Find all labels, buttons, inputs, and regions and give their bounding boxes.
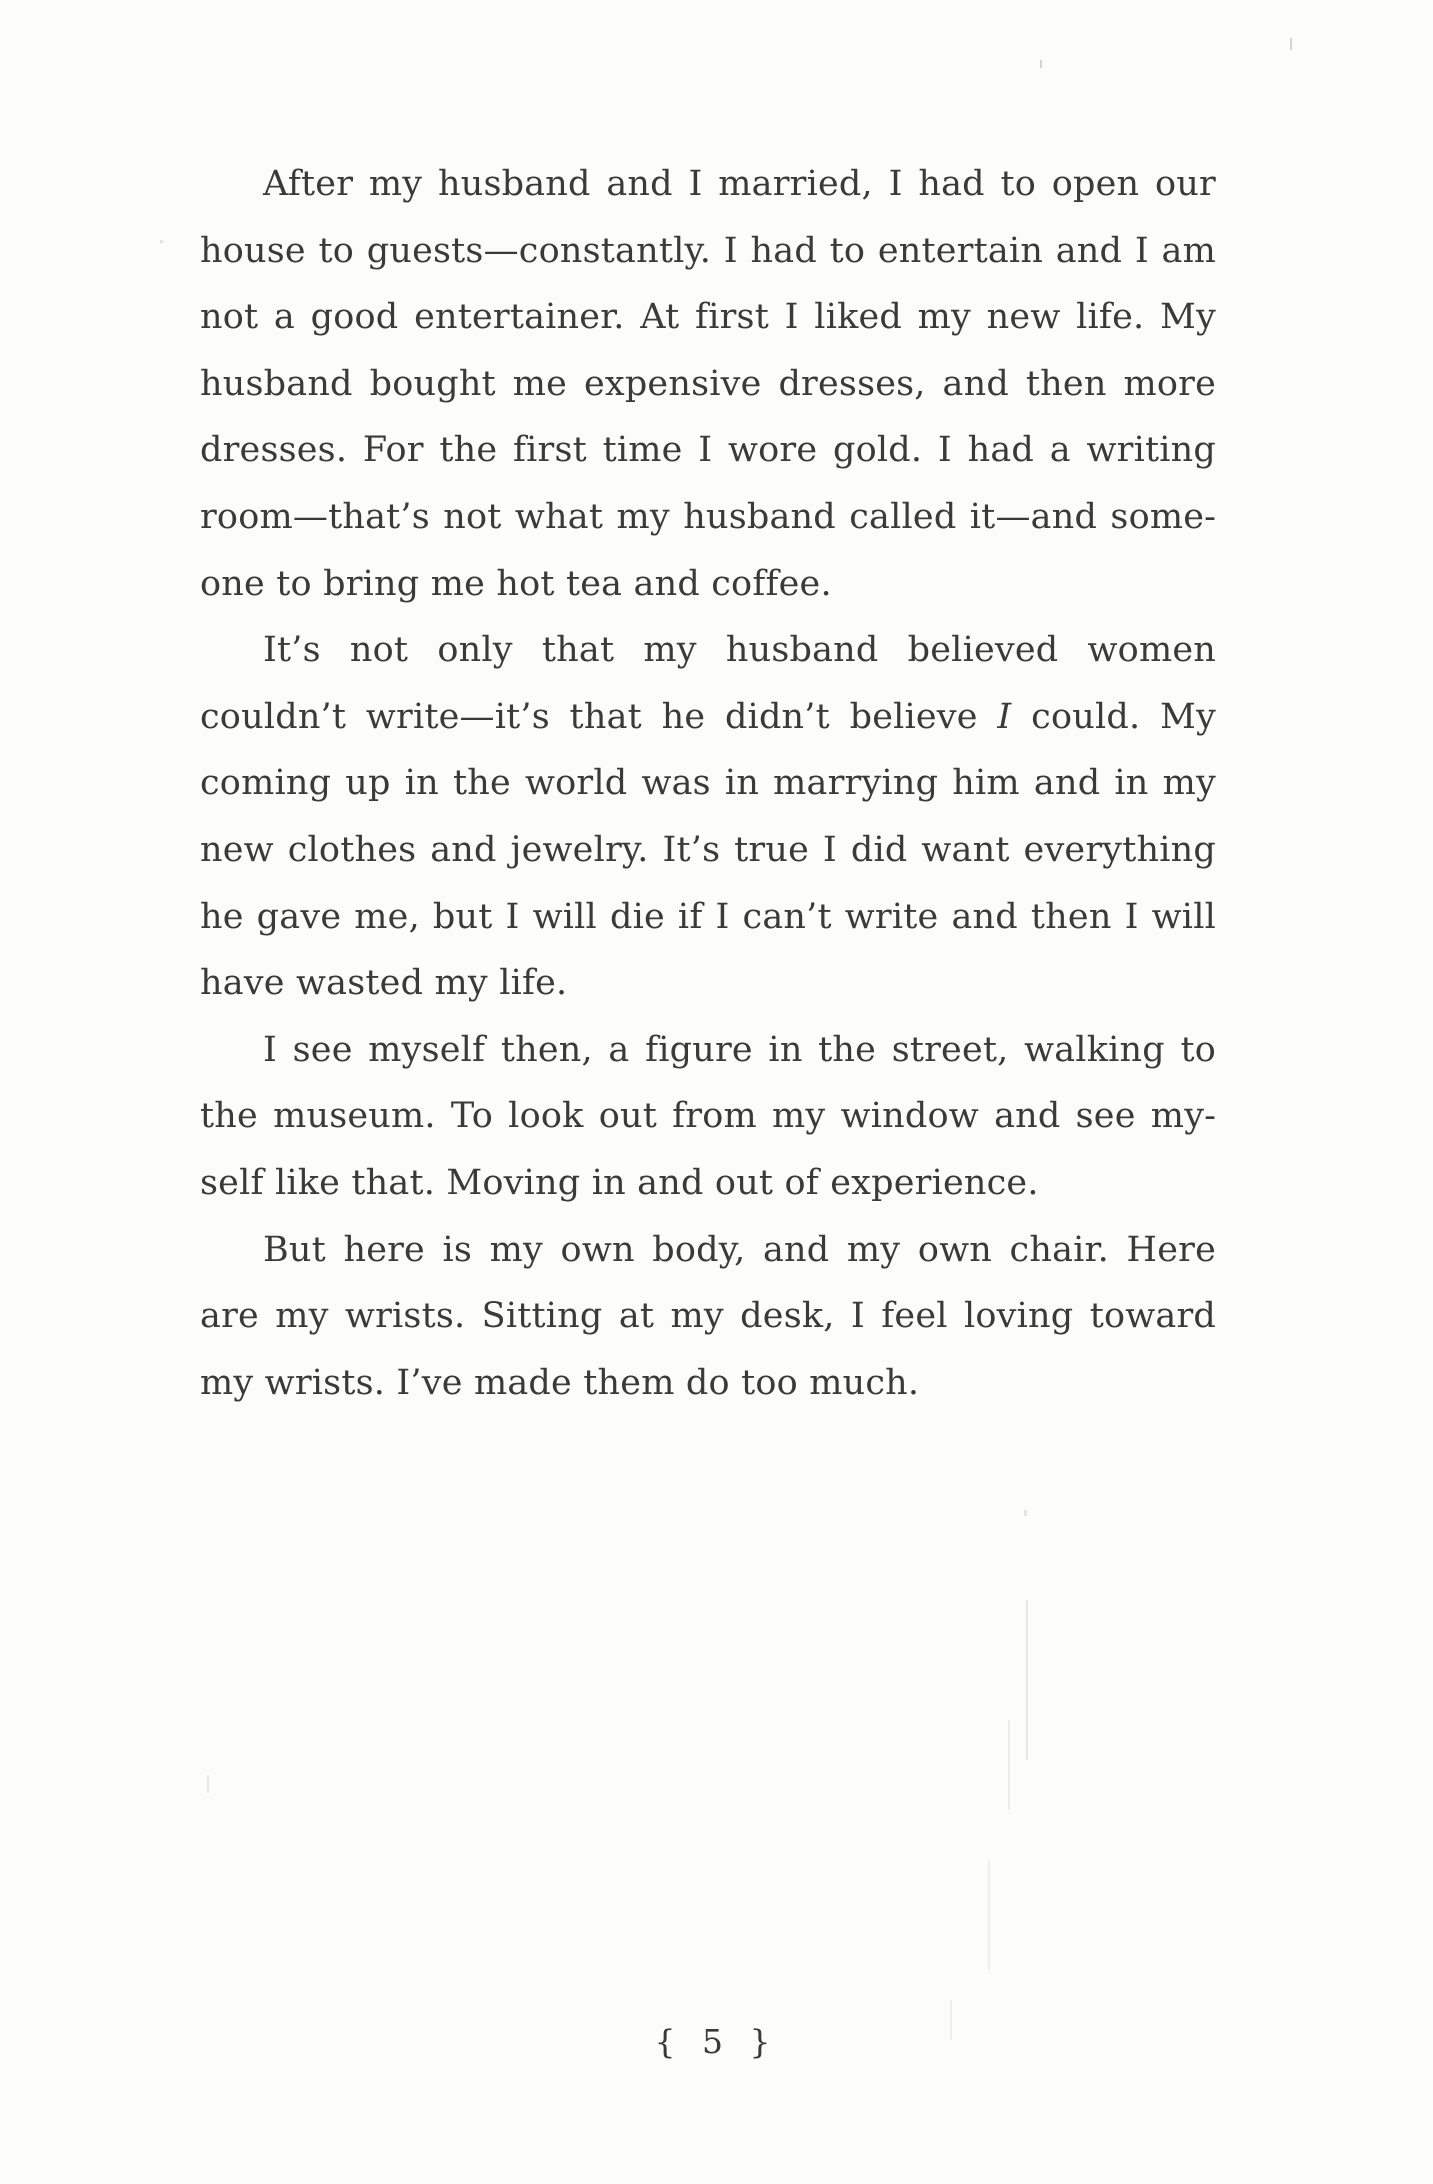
scan-mark xyxy=(1290,38,1292,50)
body-text xyxy=(200,151,1216,1416)
scan-mark xyxy=(1008,1720,1010,1810)
paragraph-4: But here is my own body, and my own chair. Here are my wrists. Sitting at my desk, I feel loving toward my wrists. I’ve made them do too much. xyxy=(200,1229,1216,1403)
page-number: { 5 } xyxy=(654,2022,779,2061)
scan-mark xyxy=(160,240,163,243)
scan-mark xyxy=(988,1860,990,1970)
paragraph-2-start: It’s not only that my husband believed women couldn’t write—it’s that he didn’t believe xyxy=(200,630,1216,737)
paragraph-1: After my husband and I married, I had to open our house to guests—constantly. I had to entertain and I am not a good entertainer. At first I liked my new life. My husband bought me expensive dresses, and then more dresses. For the first time I wore gold. I had a writing room—that’s not what my husband called it—and someone to bring me hot tea and coffee. xyxy=(200,164,1216,604)
emphasized-word: I xyxy=(997,696,1012,737)
scan-mark xyxy=(1040,60,1042,68)
paragraph-2 xyxy=(200,617,1216,1017)
scan-mark xyxy=(1024,1510,1027,1516)
scan-mark xyxy=(950,2000,952,2040)
paragraph-3: I see myself then, a figure in the street, walking to the museum. To look out from my window and see myself like that. Moving in and out of experience. xyxy=(200,1029,1216,1203)
paragraph-2-end: could. My coming up in the world was in marrying him and in my new clothes and jewelry. It’s true I did want everything he gave me, but I will die if I can’t write and then I will have wasted my life. xyxy=(200,696,1216,1004)
scan-mark xyxy=(207,1775,209,1793)
scan-mark xyxy=(1026,1600,1028,1760)
